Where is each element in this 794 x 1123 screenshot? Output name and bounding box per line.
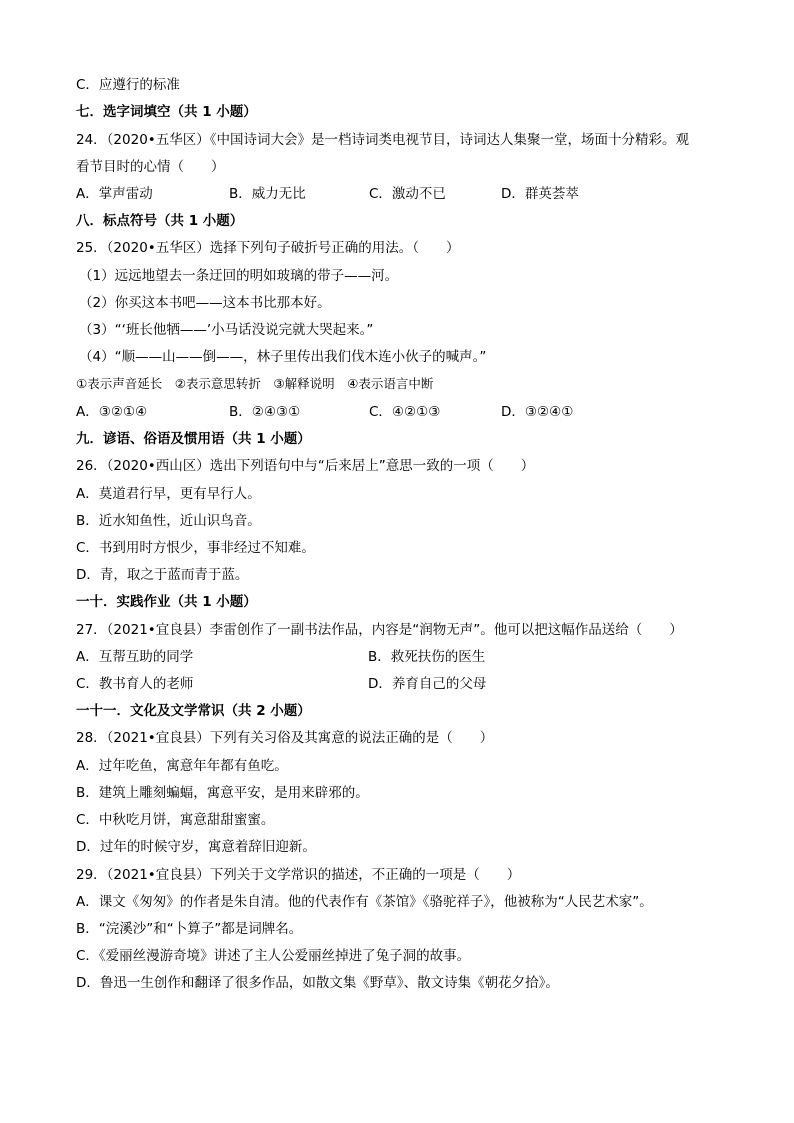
q29-option-a: A．课文《匆匆》的作者是朱自清。他的代表作有《茶馆》《骆驼祥子》，他被称为“人民艺术家”。 <box>76 894 653 910</box>
q26-option-c: C．书到用时方恨少，事非经过不知难。 <box>76 540 315 556</box>
q24-option-b: B．威力无比 <box>229 186 306 202</box>
q25-sentence-3: （3）“‘班长他牺——’小马话没说完就大哭起来。” <box>79 322 374 338</box>
q25-usage-key: ①表示声音延长 ②表示意思转折 ③解释说明 ④表示语言中断 <box>76 376 434 391</box>
q25-option-a: A．③②①④ <box>76 404 148 420</box>
section-11-heading: 一十一．文化及文学常识（共 2 小题） <box>76 703 311 719</box>
q27-option-d: D．养育自己的父母 <box>368 676 487 692</box>
q24-option-c: C．激动不已 <box>369 186 446 202</box>
q24-option-d: D．群英荟萃 <box>501 186 579 202</box>
q26-option-b: B．近水知鱼性，近山识鸟音。 <box>76 513 261 529</box>
q24-stem-line-1: 24．（2020•五华区）《中国诗词大会》是一档诗词类电视节目，诗词达人集聚一堂，场面十分精彩。观 <box>76 132 689 148</box>
section-9-heading: 九．谚语、俗语及惯用语（共 1 小题） <box>76 431 311 447</box>
q25-option-c: C．④②①③ <box>369 404 441 420</box>
q24-stem-line-2: 看节目时的心情（ ） <box>76 159 225 175</box>
q28-stem: 28．（2021•宜良县）下列有关习俗及其寓意的说法正确的是（ ） <box>76 730 494 746</box>
section-10-heading: 一十．实践作业（共 1 小题） <box>76 594 257 610</box>
q26-option-a: A．莫道君行早，更有早行人。 <box>76 486 261 502</box>
q26-option-d: D．青，取之于蓝而青于蓝。 <box>76 567 249 583</box>
q27-option-a: A．互帮互助的同学 <box>76 649 194 665</box>
q25-sentence-1: （1）远远地望去一条迂回的明如玻璃的带子——河。 <box>79 268 399 284</box>
q25-option-b: B．②④③① <box>229 404 301 420</box>
section-8-heading: 八．标点符号（共 1 小题） <box>76 213 244 229</box>
q26-stem: 26．（2020•西山区）选出下列语句中与“后来居上”意思一致的一项（ ） <box>76 458 535 474</box>
q24-option-a: A．掌声雷动 <box>76 186 153 202</box>
q28-option-b: B．建筑上雕刻蝙蝠，寓意平安，是用来辟邪的。 <box>76 785 369 801</box>
q25-stem: 25．（2020•五华区）选择下列句子破折号正确的用法。（ ） <box>76 240 460 256</box>
q28-option-c: C．中秋吃月饼，寓意甜甜蜜蜜。 <box>76 812 275 828</box>
q27-option-c: C．教书育人的老师 <box>76 676 194 692</box>
q28-option-d: D．过年的时候守岁，寓意着辞旧迎新。 <box>76 839 316 855</box>
q29-option-c: C．《爱丽丝漫游奇境》讲述了主人公爱丽丝掉进了兔子洞的故事。 <box>76 948 471 964</box>
q25-sentence-2: （2）你买这本书吧——这本书比那本好。 <box>79 295 331 311</box>
q28-option-a: A．过年吃鱼，寓意年年都有鱼吃。 <box>76 758 288 774</box>
q27-stem: 27．（2021•宜良县）李雷创作了一副书法作品，内容是“润物无声”。他可以把这幅作品送给（ ） <box>76 622 683 638</box>
q27-option-b: B．救死扶伤的医生 <box>368 649 486 665</box>
section-7-heading: 七．选字词填空（共 1 小题） <box>76 104 257 120</box>
q23-option-c: C．应遵行的标准 <box>76 77 180 93</box>
q29-option-b: B．“浣溪沙”和“卜算子”都是词牌名。 <box>76 921 303 937</box>
q25-option-d: D．③②④① <box>501 404 574 420</box>
q25-sentence-4: （4）“顺——山——倒——，林子里传出我们伐木连小伙子的喊声。” <box>79 349 487 365</box>
q29-stem: 29．（2021•宜良县）下列关于文学常识的描述，不正确的一项是（ ） <box>76 867 521 883</box>
q29-option-d: D．鲁迅一生创作和翻译了很多作品，如散文集《野草》、散文诗集《朝花夕拾》。 <box>76 975 559 991</box>
